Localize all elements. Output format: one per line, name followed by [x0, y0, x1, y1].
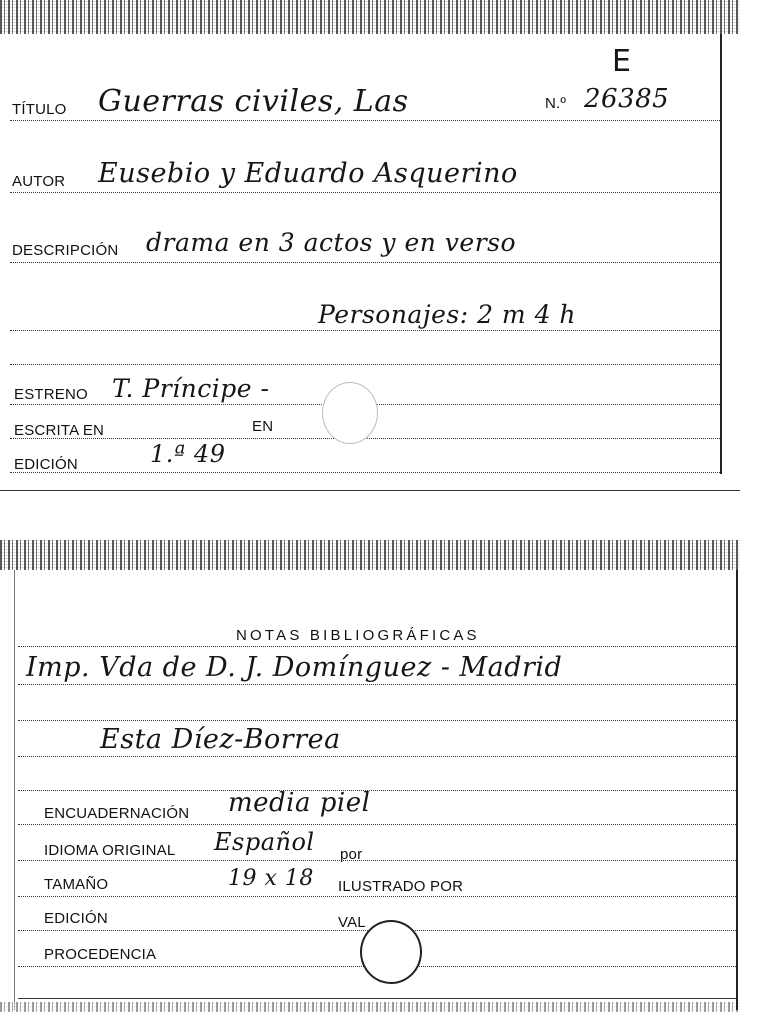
escrita-label: ESCRITA EN — [14, 422, 105, 439]
tamano-value: 19 x 18 — [228, 866, 314, 891]
personajes-value: Personajes: 2 m 4 h — [318, 300, 577, 329]
edicion-rule — [10, 472, 720, 473]
bottom-punch-hole — [360, 920, 422, 984]
descripcion-label: DESCRIPCIÓN — [12, 242, 119, 259]
tamano-rule — [18, 896, 736, 897]
idioma-value: Español — [214, 828, 315, 856]
top-catalog-card — [0, 0, 759, 500]
note-rule-2 — [18, 720, 736, 721]
descripcion-value: drama en 3 actos y en verso — [146, 228, 517, 257]
encuadernacion-label: ENCUADERNACIÓN — [44, 805, 190, 822]
note-line-1: Imp. Vda de D. J. Domínguez - Madrid — [26, 652, 563, 683]
en-label: EN — [252, 418, 274, 435]
tamano-label: TAMAÑO — [44, 876, 109, 893]
titulo-rule — [10, 120, 720, 121]
ilustrado-label: ILUSTRADO POR — [338, 878, 464, 895]
edicion2-label: EDICIÓN — [44, 910, 108, 927]
note-rule-1 — [18, 684, 736, 685]
notas-heading: NOTAS BIBLIOGRÁFICAS — [236, 627, 480, 644]
numero-value: 26385 — [584, 84, 670, 114]
notas-rule — [18, 646, 736, 647]
idioma-label: IDIOMA ORIGINAL — [44, 842, 176, 859]
val-label: VAL — [338, 914, 366, 931]
estreno-value: T. Príncipe - — [112, 374, 270, 403]
numero-label: N.º — [545, 95, 567, 112]
top-card-bottom-edge — [0, 490, 740, 491]
autor-rule — [10, 192, 720, 193]
por-label: por — [340, 846, 363, 863]
bottom-catalog-card — [0, 540, 759, 1028]
autor-label: AUTOR — [12, 173, 66, 190]
encuadernacion-value: media piel — [228, 788, 371, 818]
note-rule-4 — [18, 790, 736, 791]
personajes-rule — [10, 330, 720, 331]
bottom-card-left-border — [14, 570, 15, 1010]
procedencia-label: PROCEDENCIA — [44, 946, 157, 963]
idioma-rule — [18, 860, 736, 861]
edicion-label: EDICIÓN — [14, 456, 78, 473]
top-card-right-border — [720, 34, 722, 474]
bottom-card-right-border — [736, 570, 738, 1010]
bottom-card-bottom-edge — [18, 998, 736, 999]
titulo-label: TÍTULO — [12, 101, 67, 118]
descripcion-rule — [10, 262, 720, 263]
corner-mark: E — [612, 44, 632, 79]
edicion-value: 1.ª 49 — [150, 440, 226, 468]
note-line-2: Esta Díez-Borrea — [100, 724, 341, 755]
autor-value: Eusebio y Eduardo Asquerino — [98, 158, 518, 189]
blank-rule — [10, 364, 720, 365]
estreno-label: ESTRENO — [14, 386, 88, 403]
bottom-card-edge-noise — [0, 1002, 740, 1012]
top-punch-hole — [322, 382, 378, 444]
note-rule-3 — [18, 756, 736, 757]
titulo-value: Guerras civiles, Las — [98, 84, 409, 119]
encuadernacion-rule — [18, 824, 736, 825]
